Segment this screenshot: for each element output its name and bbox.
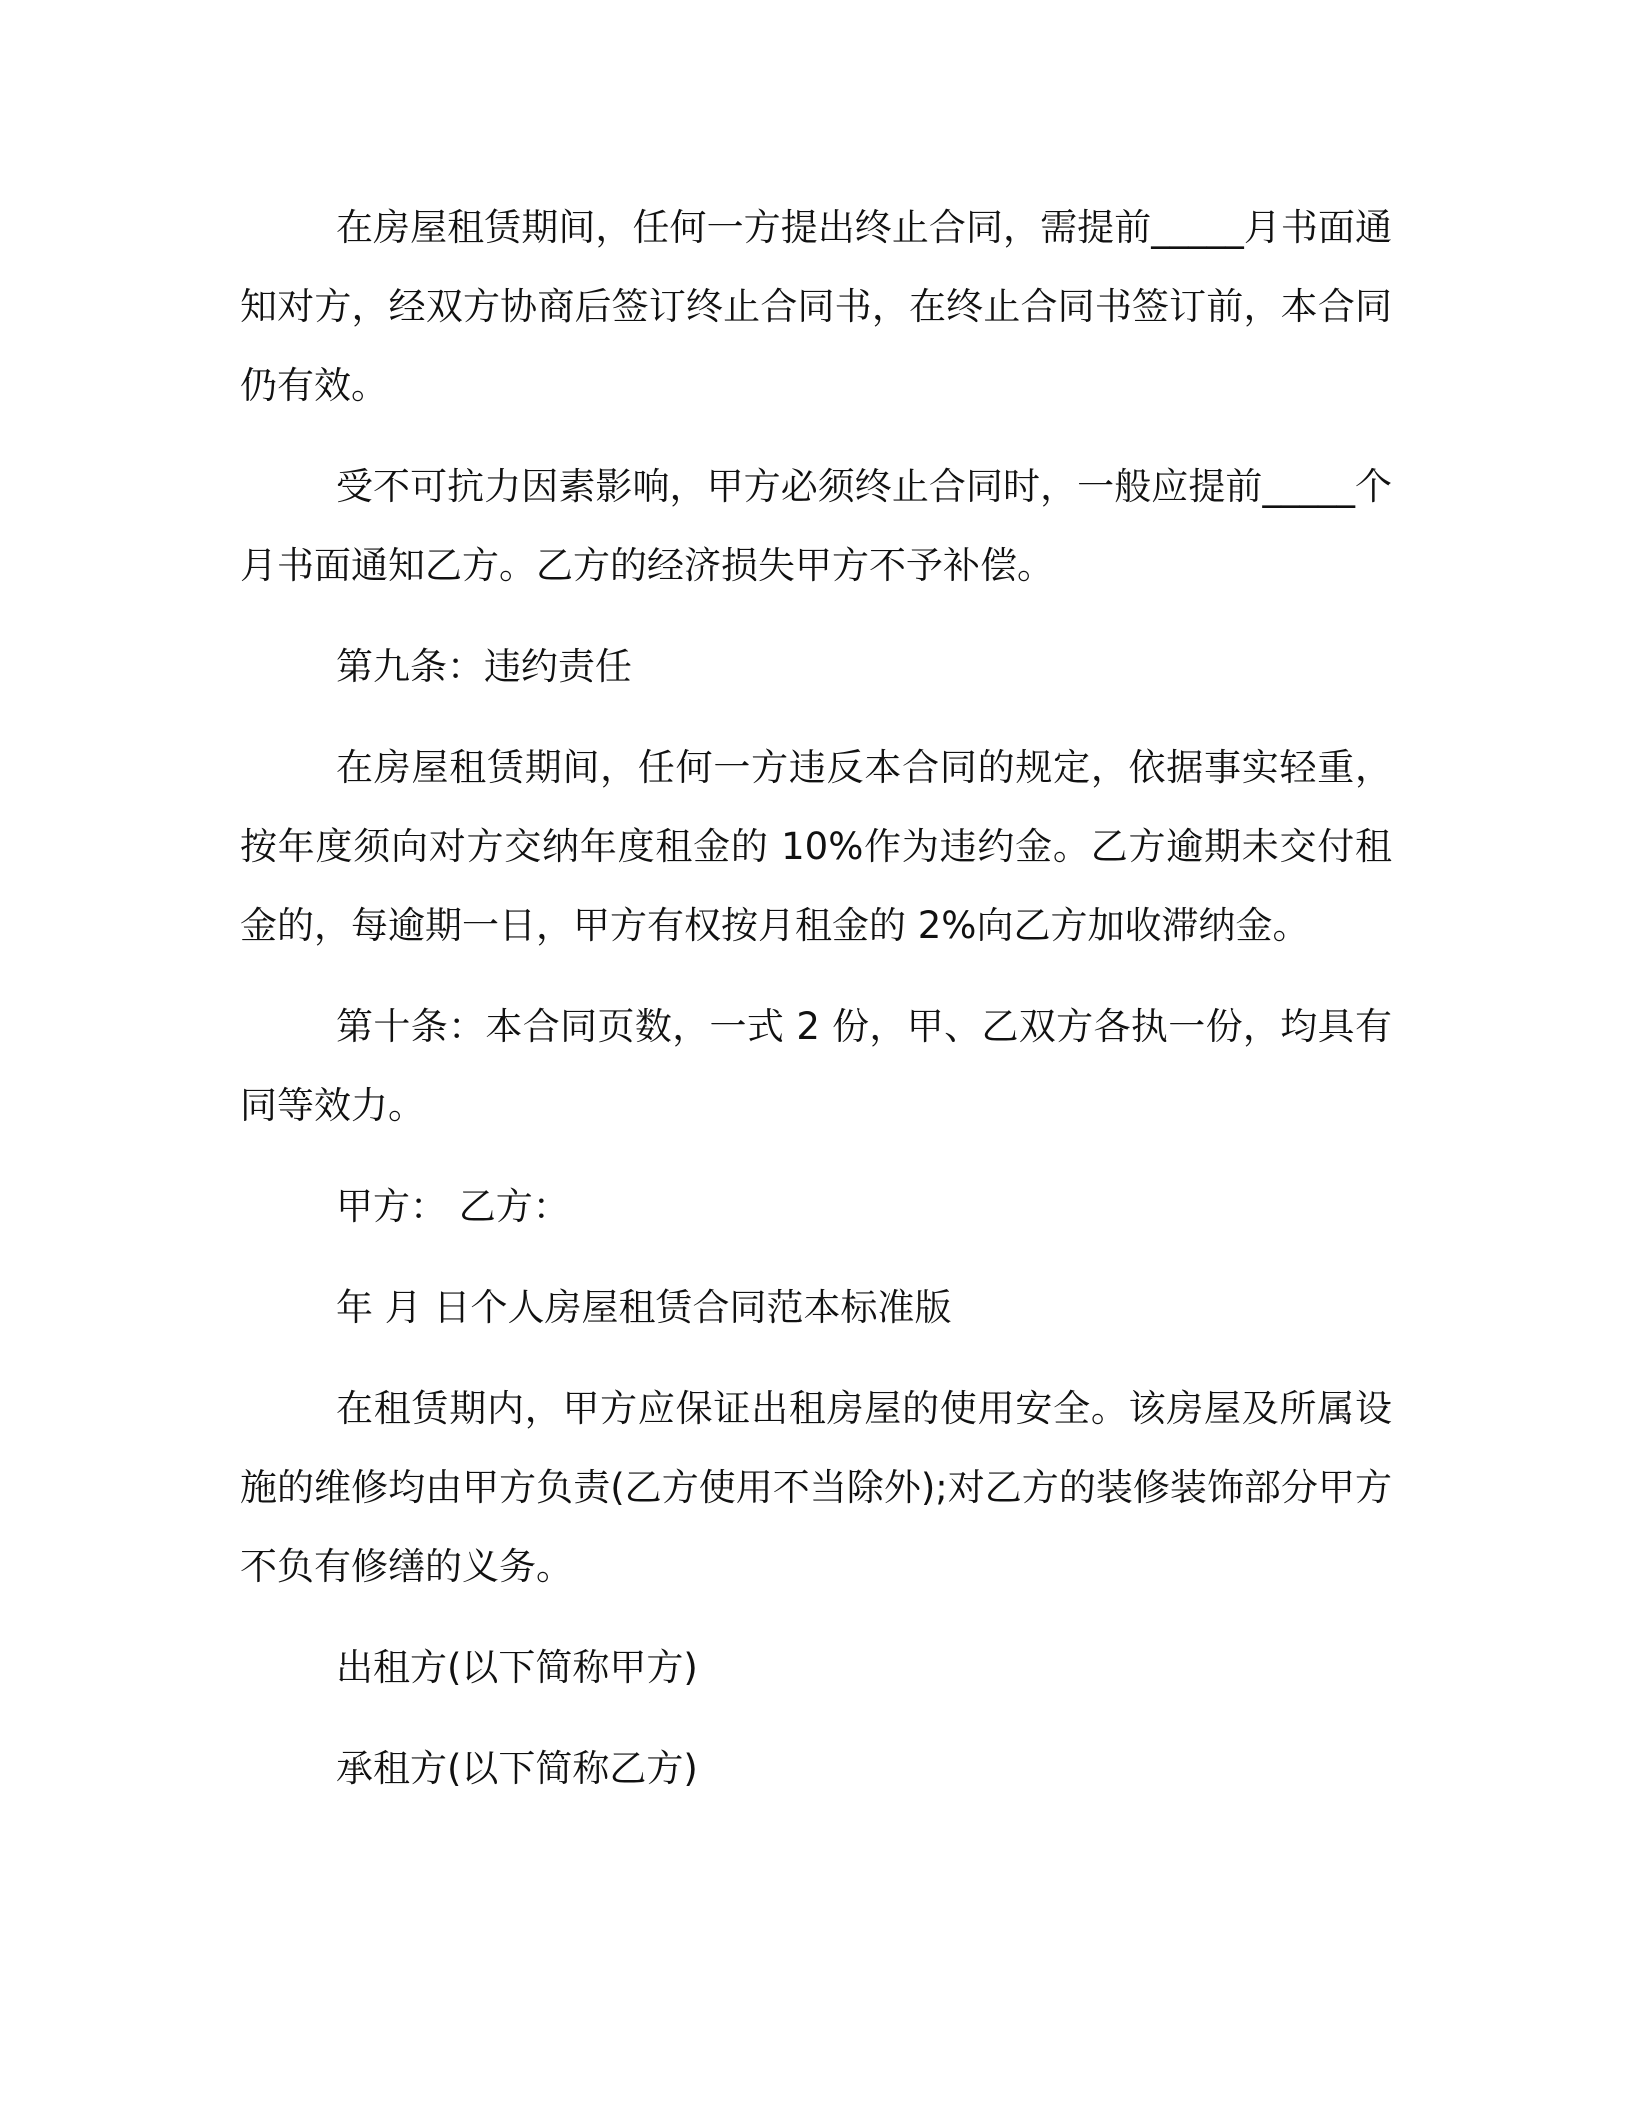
document-body <box>240 188 1392 1830</box>
paragraph-maintenance: 在租赁期内，甲方应保证出租房屋的使用安全。该房屋及所属设施的维修均由甲方负责(乙方使用不当除外);对乙方的装修装饰部分甲方不负有修缮的义务。 <box>240 1387 1392 1588</box>
lessee-line: 承租方(以下简称乙方) <box>336 1747 698 1790</box>
lessor-line: 出租方(以下简称甲方) <box>336 1646 698 1689</box>
heading-article-9: 第九条：违约责任 <box>336 645 632 688</box>
signature-parties: 甲方： 乙方： <box>336 1185 570 1228</box>
paragraph-breach-liability: 在房屋租赁期间，任何一方违反本合同的规定，依据事实轻重，按年度须向对方交纳年度租金的 10%作为违约金。乙方逾期未交付租金的，每逾期一日，甲方有权按月租金的 2%向乙方加收滞纳金。 <box>240 746 1392 947</box>
date-and-title-line: 年 月 日个人房屋租赁合同范本标准版 <box>336 1286 952 1329</box>
paragraph-termination-notice: 在房屋租赁期间，任何一方提出终止合同，需提前_____月书面通知对方，经双方协商后签订终止合同书，在终止合同书签订前，本合同仍有效。 <box>240 206 1392 407</box>
paragraph-article-10: 第十条：本合同页数，一式 2 份，甲、乙双方各执一份，均具有同等效力。 <box>240 1005 1392 1127</box>
paragraph-force-majeure: 受不可抗力因素影响，甲方必须终止合同时，一般应提前_____个月书面通知乙方。乙方的经济损失甲方不予补偿。 <box>240 465 1392 587</box>
